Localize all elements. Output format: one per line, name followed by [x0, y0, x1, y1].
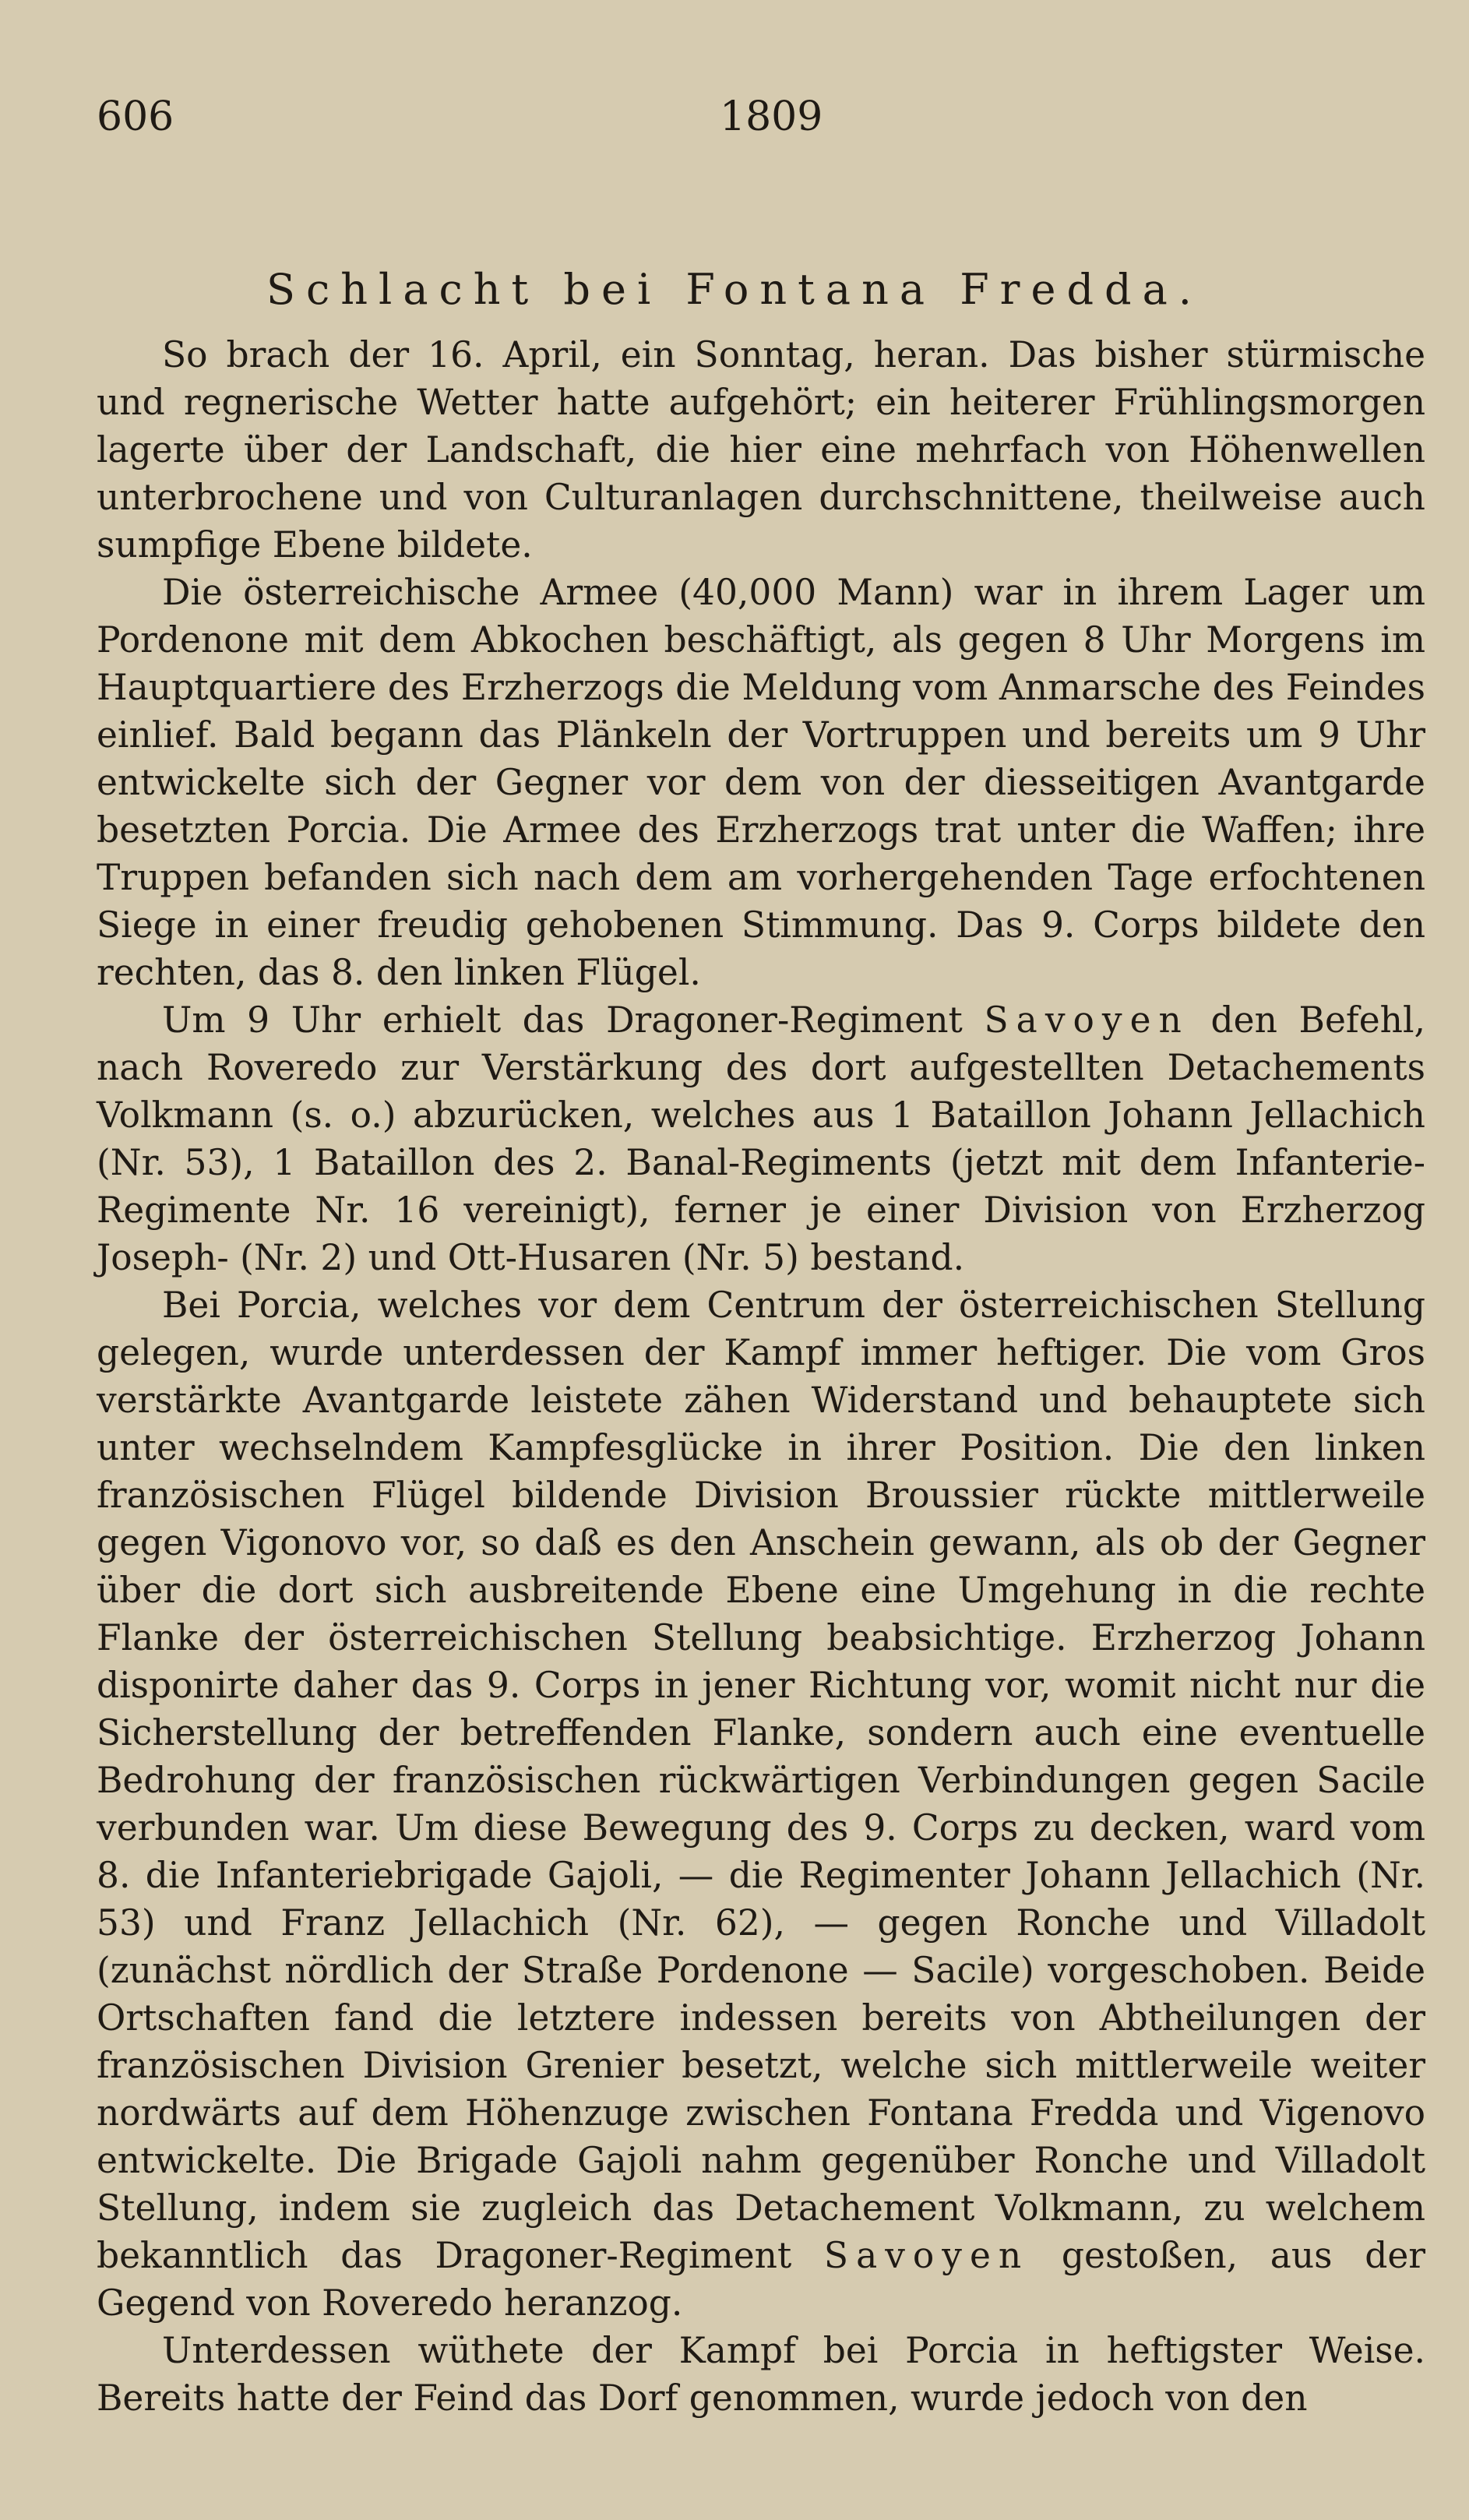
body-text: [97, 331, 1425, 2422]
paragraph-text: Um 9 Uhr erhielt das Dragoner-Regiment: [162, 999, 985, 1041]
spaced-name: Savoyen: [823, 2235, 1030, 2276]
page-header: [97, 93, 1421, 156]
paragraph: [97, 1281, 1425, 2327]
section-title: Schlacht bei Fontana Fredda.: [266, 265, 1203, 314]
paragraph-text: Bei Porcia, welches vor dem Centrum der österreichischen Stellung gelegen, wurde unterdessen der Kampf immer heftiger. Die vom Gros verstärkte Avantgarde leistete zähen Widerstand und behauptete sich unter wechselndem Kampfesglücke in ihrer Position. Die den linken französischen Flügel bildende Division Broussier rückte mittlerweile gegen Vigonovo vor, so daß es den Anschein gewann, als ob der Gegner über die dort sich ausbreitende Ebene eine Umgehung in die rechte Flanke der österreichischen Stellung beabsichtige. Erzherzog Johann disponirte daher das 9. Corps in jener Richtung vor, womit nicht nur die Sicherstellung der betreffenden Flanke, sondern auch eine eventuelle Bedrohung der französischen rückwärtigen Verbindungen gegen Sacile verbunden war. Um diese Bewegung des 9. Corps zu decken, ward vom 8. die Infanteriebrigade Gajoli, — die Regimenter Johann Jellachich (Nr. 53) und Franz Jellachich (Nr. 62), — gegen Ronche und Villadolt (zunächst nördlich der Straße Pordenone — Sacile) vorgeschoben. Beide Ortschaften fand die letztere indessen bereits von Abtheilungen der französischen Division Grenier besetzt, welche sich mittlerweile weiter nordwärts auf dem Höhenzuge zwischen Fontana Fredda und Vigenovo entwickelte. Die Brigade Gajoli nahm gegenüber Ronche und Villadolt Stellung, indem sie zugleich das Detachement Volkmann, zu welchem bekanntlich das Dragoner-Regiment: [97, 1285, 1425, 2276]
paragraph: So brach der 16. April, ein Sonntag, heran. Das bisher stürmische und regnerische Wetter hatte aufgehört; ein heiterer Frühlingsmorgen lagerte über der Landschaft, die hier eine mehrfach von Höhenwellen unterbrochene und von Culturanlagen durchschnittene, theilweise auch sumpfige Ebene bildete.: [97, 334, 1425, 566]
spaced-name: Savoyen: [984, 999, 1189, 1041]
paragraph-text: gestoßen, aus der Gegend von Roveredo heranzog.: [97, 2235, 1426, 2324]
page-number: 606: [97, 93, 174, 140]
paragraph: [97, 996, 1425, 1281]
paragraph-text: den Befehl, nach Roveredo zur Verstärkung des dort aufgestellten Detachements Volkmann (s. o.) abzurücken, welches aus 1 Bataillon Johann Jellachich (Nr. 53), 1 Bataillon des 2. Banal-Regiments (jetzt mit dem Infanterie-Regimente Nr. 16 vereinigt), ferner je einer Division von Erzherzog Joseph- (Nr. 2) und Ott-Husaren (Nr. 5) bestand.: [97, 999, 1426, 1278]
paragraph: Die österreichische Armee (40,000 Mann) war in ihrem Lager um Pordenone mit dem Abkochen beschäftigt, als gegen 8 Uhr Morgens im Hauptquartiere des Erzherzogs die Meldung vom Anmarsche des Feindes einlief. Bald begann das Plänkeln der Vortruppen und bereits um 9 Uhr entwickelte sich der Gegner vor dem von der diesseitigen Avantgarde besetzten Porcia. Die Armee des Erzherzogs trat unter die Waffen; ihre Truppen befanden sich nach dem am vorhergehenden Tage erfochtenen Siege in einer freudig gehobenen Stimmung. Das 9. Corps bildete den rechten, das 8. den linken Flügel.: [97, 572, 1425, 993]
paragraph: Unterdessen wüthete der Kampf bei Porcia in heftigster Weise. Bereits hatte der Feind das Dorf genommen, wurde jedoch von den: [97, 2330, 1425, 2419]
running-head: 1809: [720, 93, 823, 140]
